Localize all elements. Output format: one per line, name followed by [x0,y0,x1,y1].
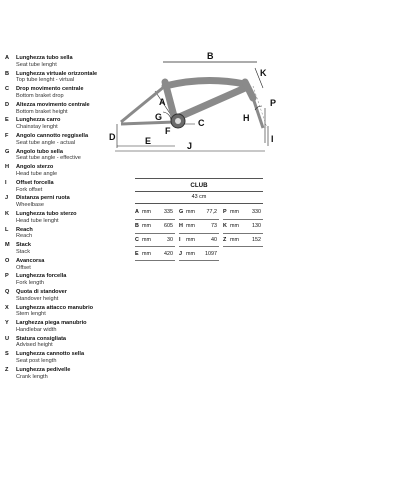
legend-italian-label: Offset forcella [16,179,54,186]
legend-italian-label: Stack [16,242,31,249]
table-cell-unit: mm [142,236,151,243]
legend-letter: X [5,304,9,311]
legend-item [5,227,125,241]
legend-italian-label: Larghezza piega manubrio [16,320,87,327]
table-cell-key: Z [223,236,227,243]
legend-italian-label: Distanza perni ruota [16,195,70,202]
legend-english-label: Wheelbase [16,202,44,209]
table-cell [179,220,219,234]
table-cell-key: K [223,223,227,230]
legend-italian-label: Lunghezza tubo sella [16,55,73,61]
table-cell-value: 73 [211,223,217,230]
legend-letter: Y [5,320,9,327]
table-cell-unit: mm [186,223,195,230]
table-cell-unit: mm [186,236,195,243]
table-cell-value: 40 [211,236,217,243]
table-cell-key: H [179,223,183,230]
legend-item [5,305,125,319]
table-cell-unit: mm [142,250,151,257]
label-g: G [155,112,163,122]
legend-letter: C [5,86,10,93]
table-cell-value: 1097 [205,250,217,257]
label-d: D [109,132,116,142]
legend-italian-label: Lunghezza attacco manubrio [16,304,94,311]
table-cell-key: I [179,236,181,243]
legend-english-label: Crank length [16,373,48,380]
legend-letter: K [5,210,10,217]
legend-letter: I [5,179,7,186]
legend-italian-label: Angolo cannotto reggisella [16,132,89,139]
table-cell [179,247,219,261]
table-size: 43 cm [135,192,263,204]
seat-tube [165,82,175,120]
table-cell [135,234,175,248]
table-cell-value: 335 [164,209,173,216]
label-c: C [198,118,205,128]
table-cell-unit: mm [230,209,239,216]
legend-letter: S [5,351,9,358]
legend-letter: D [5,101,10,108]
head-tube [245,82,253,98]
table-cell-key: A [135,209,139,216]
legend-english-label: Bottom braket drop [16,92,64,99]
motor-unit [171,114,185,128]
legend-english-label: Advised height [16,342,53,349]
table-cell-value: 420 [164,250,173,257]
legend-italian-label: Lunghezza virtuale orizzontale [16,70,98,77]
label-b: B [207,51,214,61]
legend-english-label: Fork length [16,280,44,287]
table-cell-unit: mm [142,223,151,230]
table-title: CLUB [135,178,263,192]
table-grid [135,204,263,261]
table-cell [135,247,175,261]
table-cell [223,206,263,220]
legend-english-label: Stack [16,248,30,255]
legend-letter: O [5,257,10,264]
legend-italian-label: Lunghezza pedivelle [16,366,71,373]
legend-english-label: Top tube lenght - virtual [16,77,75,84]
legend-letter: H [5,164,10,171]
table-cell-key: B [135,223,139,230]
legend-letter: G [5,148,10,155]
legend-item [5,351,125,365]
legend-english-label: Fork offset [16,186,43,193]
legend-english-label: Stem lenght [16,311,46,318]
table-cell-value: 330 [252,209,261,216]
table-cell [179,206,219,220]
legend-item [5,258,125,272]
table-cell [179,234,219,248]
label-j: J [187,141,193,151]
legend-italian-label: Lunghezza cannotto sella [16,351,85,358]
legend-italian-label: Angolo tubo sella [16,148,63,155]
legend-english-label: Offset [16,264,31,271]
legend-item [5,242,125,256]
legend-italian-label: Lunghezza forcella [16,273,67,280]
legend-item [5,336,125,350]
legend-english-label: Seat tube angle - actual [16,139,76,146]
legend-english-label: Seat tube angle - effective [16,155,81,162]
legend-english-label: Chainstay lenght [16,124,58,131]
legend-italian-label: Lunghezza carro [16,117,61,124]
label-e: E [145,136,152,146]
legend-letter: A [5,55,10,61]
legend-english-label: Head tube angle [16,170,58,177]
table-cell-unit: mm [142,209,151,216]
table-cell-unit: mm [230,236,239,243]
legend-letter: P [5,273,9,280]
down-tube [177,88,245,118]
legend-english-label: Standover height [16,295,59,302]
table-cell-unit: mm [230,223,239,230]
geometry-table [135,178,263,261]
legend-english-label: Bottom braket height [16,108,68,115]
legend-italian-label: Angolo sterzo [16,164,54,171]
frame-geometry-diagram [105,48,400,168]
legend-english-label: Seat tube lenght [16,61,57,68]
legend-italian-label: Lunghezza tubo sterzo [16,210,77,217]
legend-letter: J [5,195,9,202]
table-cell-key: J [179,250,182,257]
legend-item [5,367,125,381]
legend-item [5,320,125,334]
legend-italian-label: Quota di standover [16,288,67,295]
legend-english-label: Reach [16,233,33,240]
legend-letter: Z [5,366,9,373]
table-cell-value: 605 [164,223,173,230]
legend-letter: F [5,132,9,139]
legend-italian-label: Drop movimento centrale [16,86,84,93]
label-p: P [270,98,277,108]
frame-diagram-svg [105,48,400,168]
table-cell-key: P [223,209,227,216]
legend-italian-label: Reach [16,226,33,233]
legend-letter: Q [5,288,10,295]
legend-item [5,180,125,194]
table-cell-value: 77,2 [206,209,217,216]
label-f: F [165,126,171,136]
table-cell-key: G [179,209,184,216]
legend-italian-label: Altezza movimento centrale [16,101,90,108]
table-cell-key: E [135,250,139,257]
legend-letter: E [5,117,9,124]
top-tube [165,80,245,86]
legend-italian-label: Avancorsa [16,257,45,264]
legend-letter: M [5,242,10,249]
label-h: H [243,113,250,123]
legend-english-label: Seat post length [16,358,57,365]
table-cell-unit: mm [186,250,195,257]
table-cell [135,206,175,220]
legend-item [5,289,125,303]
label-i: I [271,134,274,144]
label-k: K [260,68,267,78]
table-cell [135,220,175,234]
fork [253,98,263,128]
legend-letter: U [5,335,10,342]
legend-item [5,273,125,287]
table-cell [223,220,263,234]
legend-item [5,195,125,209]
chain-stay [121,122,175,124]
table-cell-value: 30 [167,236,173,243]
label-a: A [159,97,166,107]
table-cell-key: C [135,236,139,243]
table-cell [223,234,263,248]
legend-english-label: Handlebar width [16,326,57,333]
table-cell-empty [223,247,263,260]
legend-letter: L [5,226,9,233]
legend-item [5,211,125,225]
legend-italian-label: Statura consigliata [16,335,67,342]
legend-english-label: Head tube lenght [16,217,59,224]
table-cell-value: 130 [252,223,261,230]
legend-letter: B [5,70,10,77]
table-cell-unit: mm [186,209,195,216]
table-cell-value: 152 [252,236,261,243]
